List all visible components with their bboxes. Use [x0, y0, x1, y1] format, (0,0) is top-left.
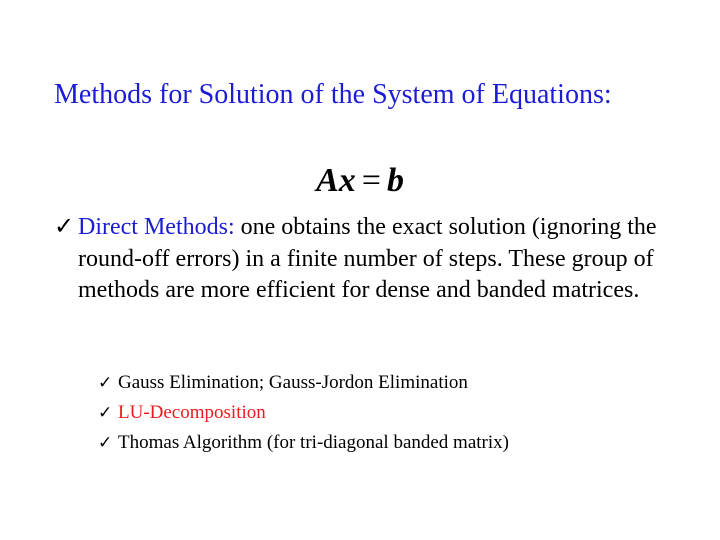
method-label: Gauss Elimination; Gauss-Jordon Elimination	[118, 372, 468, 393]
method-list	[98, 368, 698, 458]
method-label-highlighted: LU-Decomposition	[118, 402, 266, 423]
checkmark-icon: ✓	[98, 373, 113, 392]
equation-operator: =	[361, 162, 381, 199]
equation	[0, 161, 720, 201]
checkmark-icon: ✓	[98, 433, 113, 452]
equation-rhs: b	[386, 162, 404, 199]
method-label: Thomas Algorithm (for tri-diagonal banded matrix)	[118, 432, 509, 453]
equation-lhs: Ax	[316, 162, 356, 199]
list-item	[98, 398, 698, 428]
list-item	[98, 428, 698, 458]
direct-methods-bullet	[54, 212, 674, 307]
checkmark-icon: ✓	[98, 403, 113, 422]
direct-methods-description: one obtains the exact solution (ignoring the round-off errors) in a finite number of steps. These group of methods are more efficient for dense and banded matrices.	[78, 214, 657, 303]
direct-methods-text	[78, 212, 674, 307]
checkmark-icon: ✓	[54, 214, 75, 240]
direct-methods-lead: Direct Methods:	[78, 214, 235, 240]
list-item	[98, 368, 698, 398]
slide-title: Methods for Solution of the System of Equations:	[54, 79, 612, 110]
